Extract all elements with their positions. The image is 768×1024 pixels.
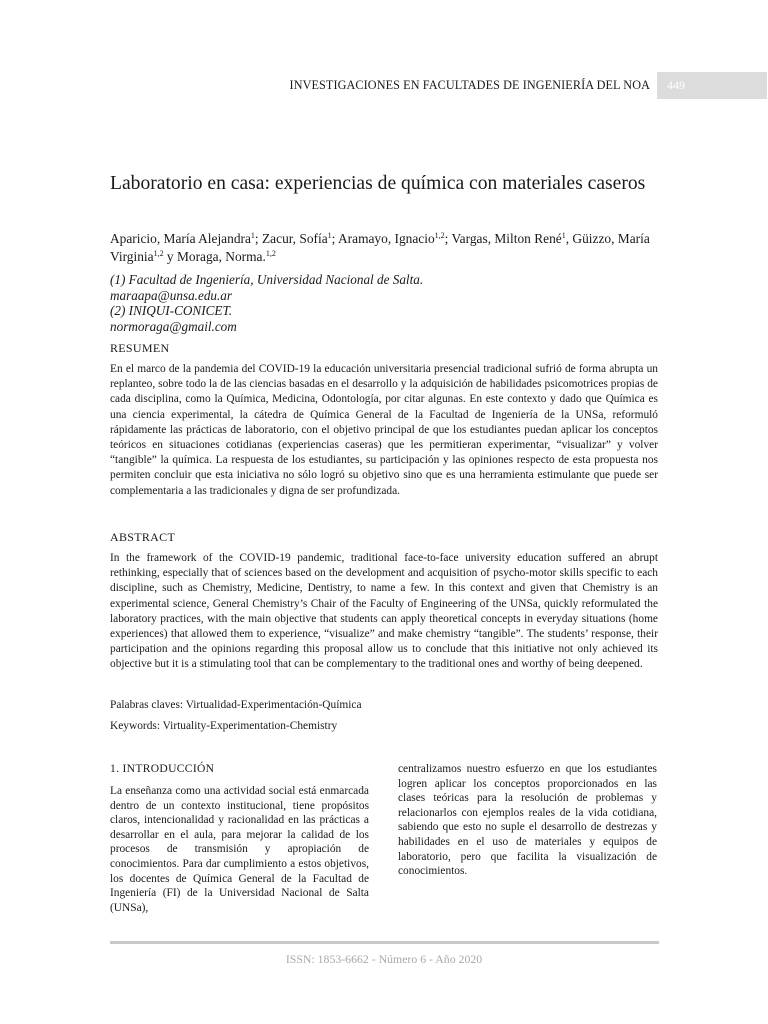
author-affiliation-marker: 1 — [250, 231, 255, 240]
author-name: Vargas, Milton René — [451, 231, 562, 246]
intro-left-column: La enseñanza como una actividad social está enmarcada dentro de un contexto institucional, tiene propósitos claros, intencionalidad y racionalidad en las prácticas a desarrollar en el aula, para mejorar la calidad de los procesos de transmisión y apropiación de conocimientos. Para dar cumplimiento a estos objetivos, los docentes de Química General de la Facultad de Ingeniería (FI) de la Universidad Nacional de Salta (UNSa), — [110, 785, 369, 914]
palabras-claves: Palabras claves: Virtualidad-Experimentación-Química — [110, 699, 362, 711]
author-affiliation-marker: 1,2 — [265, 249, 276, 258]
affiliation-2: (2) INIQUI-CONICET. — [110, 303, 233, 318]
author-name: Güizzo, María Virginia — [110, 231, 650, 264]
author-name: Moraga, Norma. — [176, 249, 266, 264]
page-number: 449 — [667, 78, 685, 92]
author-affiliation-marker: 1 — [327, 231, 332, 240]
email-1: maraapa@unsa.edu.ar — [110, 287, 233, 303]
affiliation-1: (1) Facultad de Ingeniería, Universidad Nacional de Salta. — [110, 272, 424, 287]
abstract-text: In the framework of the COVID-19 pandemic, traditional face-to-face university education suffered an abrupt rethinking, especially that of sciences based on the development and acquisition of psycho-motor skills specific to each discipline, such as Chemistry, Medicine, Dentistry, to name a few. In this context and given that Chemistry is an experimental science, General Chemistry’s Chair of the Faculty of Engineering of the UNSa, quickly reformulated the laboratory practices, with the main objective that students can apply theoretical concepts in everyday situations (home experiences) that allowed them to experience, “visualize” and make chemistry “tangible”. The students’ response, their participation and the opinions regarding this proposal allow us to conclude that this initiative not only achieved its objective but it is a stimulating tool that can be complementary to the traditional ones and worthy of being deepened. — [110, 552, 658, 671]
author-name: Zacur, Sofía — [262, 231, 328, 246]
affiliations — [110, 272, 670, 334]
footer-divider — [110, 941, 659, 944]
email-2: normoraga@gmail.com — [110, 318, 237, 334]
author-affiliation-marker: 1,2 — [153, 249, 164, 258]
abstract-heading: ABSTRACT — [110, 530, 176, 544]
keywords: Keywords: Virtuality-Experimentation-Chemistry — [110, 720, 338, 732]
journal-header: INVESTIGACIONES EN FACULTADES DE INGENIERÍA DEL NOA — [289, 78, 650, 92]
footer-issn: ISSN: 1853-6662 - Número 6 - Año 2020 — [285, 952, 483, 966]
resumen-heading: RESUMEN — [110, 341, 170, 355]
author-affiliation-marker: 1,2 — [434, 231, 445, 240]
paper-title: Laboratorio en casa: experiencias de química con materiales caseros — [110, 173, 646, 194]
intro-right-column: centralizamos nuestro esfuerzo en que los estudiantes logren aplicar los conceptos proporcionados en las clases teóricas para la resolución de problemas y relacionarlos con ejemplos reales de la vida cotidiana, sabiendo que esto no suple el desarrollo de destrezas y habilidades en el uso de materiales y equipos de laboratorio, pero que facilita la visualización de conocimientos. — [398, 763, 657, 878]
author-name: Aramayo, Ignacio — [338, 231, 435, 246]
author-affiliation-marker: 1 — [561, 231, 566, 240]
page-number-badge — [657, 72, 767, 99]
author-list: Aparicio, María Alejandra$^1$; Zacur, Sofía$^1$; Aramayo, Ignacio$^{1,2}$; Vargas, Milton René$^1$, Güizzo, María Virginia$^{1,2}$ y Moraga, Norma.$^{1,2}$ — [110, 231, 650, 264]
introduccion-heading: 1. INTRODUCCIÓN — [110, 762, 215, 775]
author-name: Aparicio, María Alejandra — [110, 231, 251, 246]
resumen-text: En el marco de la pandemia del COVID-19 la educación universitaria presencial tradicional sufrió de forma abrupta un replanteo, sobre todo la de las ciencias basadas en el desarrollo y la adquisición de habilidades psicomotrices propias de cada disciplina, como la Química, Medicina, Odontología, por citar algunas. En este contexto y dado que Química es una ciencia experimental, la cátedra de Química General de la Facultad de Ingeniería de la UNSa, reformuló rápidamente las prácticas de laboratorio, con el objetivo principal de que los estudiantes puedan aplicar los conceptos teóricos en situaciones cotidianas (experiencias caseras) que les permitieran experimentar, “visualizar” y volver “tangible” la química. La respuesta de los estudiantes, su participación y las opiniones respecto de esta propuesta nos permiten concluir que esta iniciativa no sólo logró su objetivo sino que es una herramienta estimulante que puede ser complementaria a las tradicionales y digna de ser profundizada. — [110, 363, 658, 497]
